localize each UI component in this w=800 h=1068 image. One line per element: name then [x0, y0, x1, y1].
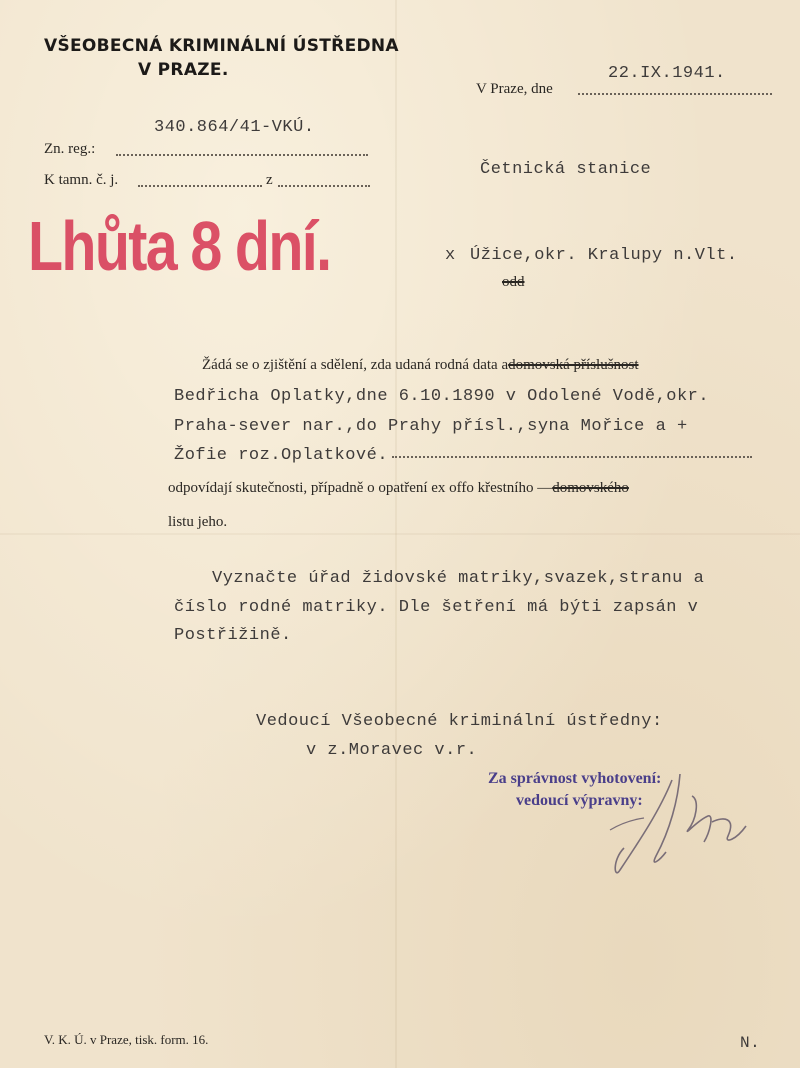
- date-value: 22.IX.1941.: [608, 64, 726, 83]
- typed-line-3: Žofie roz.Oplatkové.: [174, 446, 389, 465]
- recipient-station: Četnická stanice: [480, 160, 652, 179]
- zn-reg-label: Zn. reg.:: [44, 141, 96, 157]
- request-line-2: [168, 480, 629, 497]
- office-city: V PRAZE.: [138, 60, 229, 80]
- date-label: V Praze, dne: [476, 81, 553, 97]
- request-line-1: [202, 357, 639, 374]
- request-line-3: listu jeho.: [168, 514, 228, 530]
- recipient-marker: x: [445, 246, 456, 265]
- typed-dotted-line: [392, 455, 752, 458]
- date-dotted-line: [578, 92, 772, 95]
- request-text-2: odpovídají skutečnosti, případně o opatření ex offo křestního —: [168, 480, 553, 496]
- request-text-1: Žádá se o zjištění a sdělení, zda udaná rodná data a: [202, 357, 509, 373]
- typed-line-2: Praha-sever nar.,do Prahy přísl.,syna Mořice a +: [174, 417, 688, 436]
- recipient-place: Úžice,okr. Kralupy n.Vlt.: [470, 246, 738, 265]
- typed-line-1: Bedřicha Oplatky,dne 6.10.1890 v Odolené Vodě,okr.: [174, 387, 710, 406]
- signature-name: v z.Moravec v.r.: [306, 741, 478, 760]
- reference-number: 340.864/41-VKÚ.: [154, 118, 315, 137]
- paper-fold-horizontal: [0, 533, 800, 535]
- handwritten-signature: [600, 760, 760, 890]
- certification-stamp-line-1: Za správnost vyhotovení:: [488, 770, 662, 787]
- office-name: VŠEOBECNÁ KRIMINÁLNÍ ÚSTŘEDNA: [44, 36, 399, 56]
- k-tamn-dotted-line: [138, 184, 262, 187]
- z-dotted-line: [278, 184, 370, 187]
- instruction-line-1: Vyznačte úřad židovské matriky,svazek,stranu a: [212, 569, 705, 588]
- recipient-struck-word: odd: [502, 274, 525, 290]
- instruction-line-3: Postřižině.: [174, 626, 292, 645]
- deadline-stamp: Lhůta 8 dní.: [28, 207, 331, 285]
- z-label: z: [266, 172, 273, 188]
- k-tamn-label: K tamn. č. j.: [44, 172, 119, 188]
- certification-stamp-line-2: vedoucí výpravny:: [516, 792, 643, 809]
- struck-domovskeho: domovského: [552, 480, 629, 496]
- footer-mark: N.: [740, 1034, 761, 1052]
- struck-domovska-prislusnost: domovská příslušnost: [508, 357, 639, 373]
- form-footer: V. K. Ú. v Praze, tisk. form. 16.: [44, 1032, 209, 1047]
- instruction-line-2: číslo rodné matriky. Dle šetření má býti zapsán v: [174, 598, 699, 617]
- zn-reg-dotted-line: [116, 153, 368, 156]
- signature-title: Vedoucí Všeobecné kriminální ústředny:: [256, 712, 663, 731]
